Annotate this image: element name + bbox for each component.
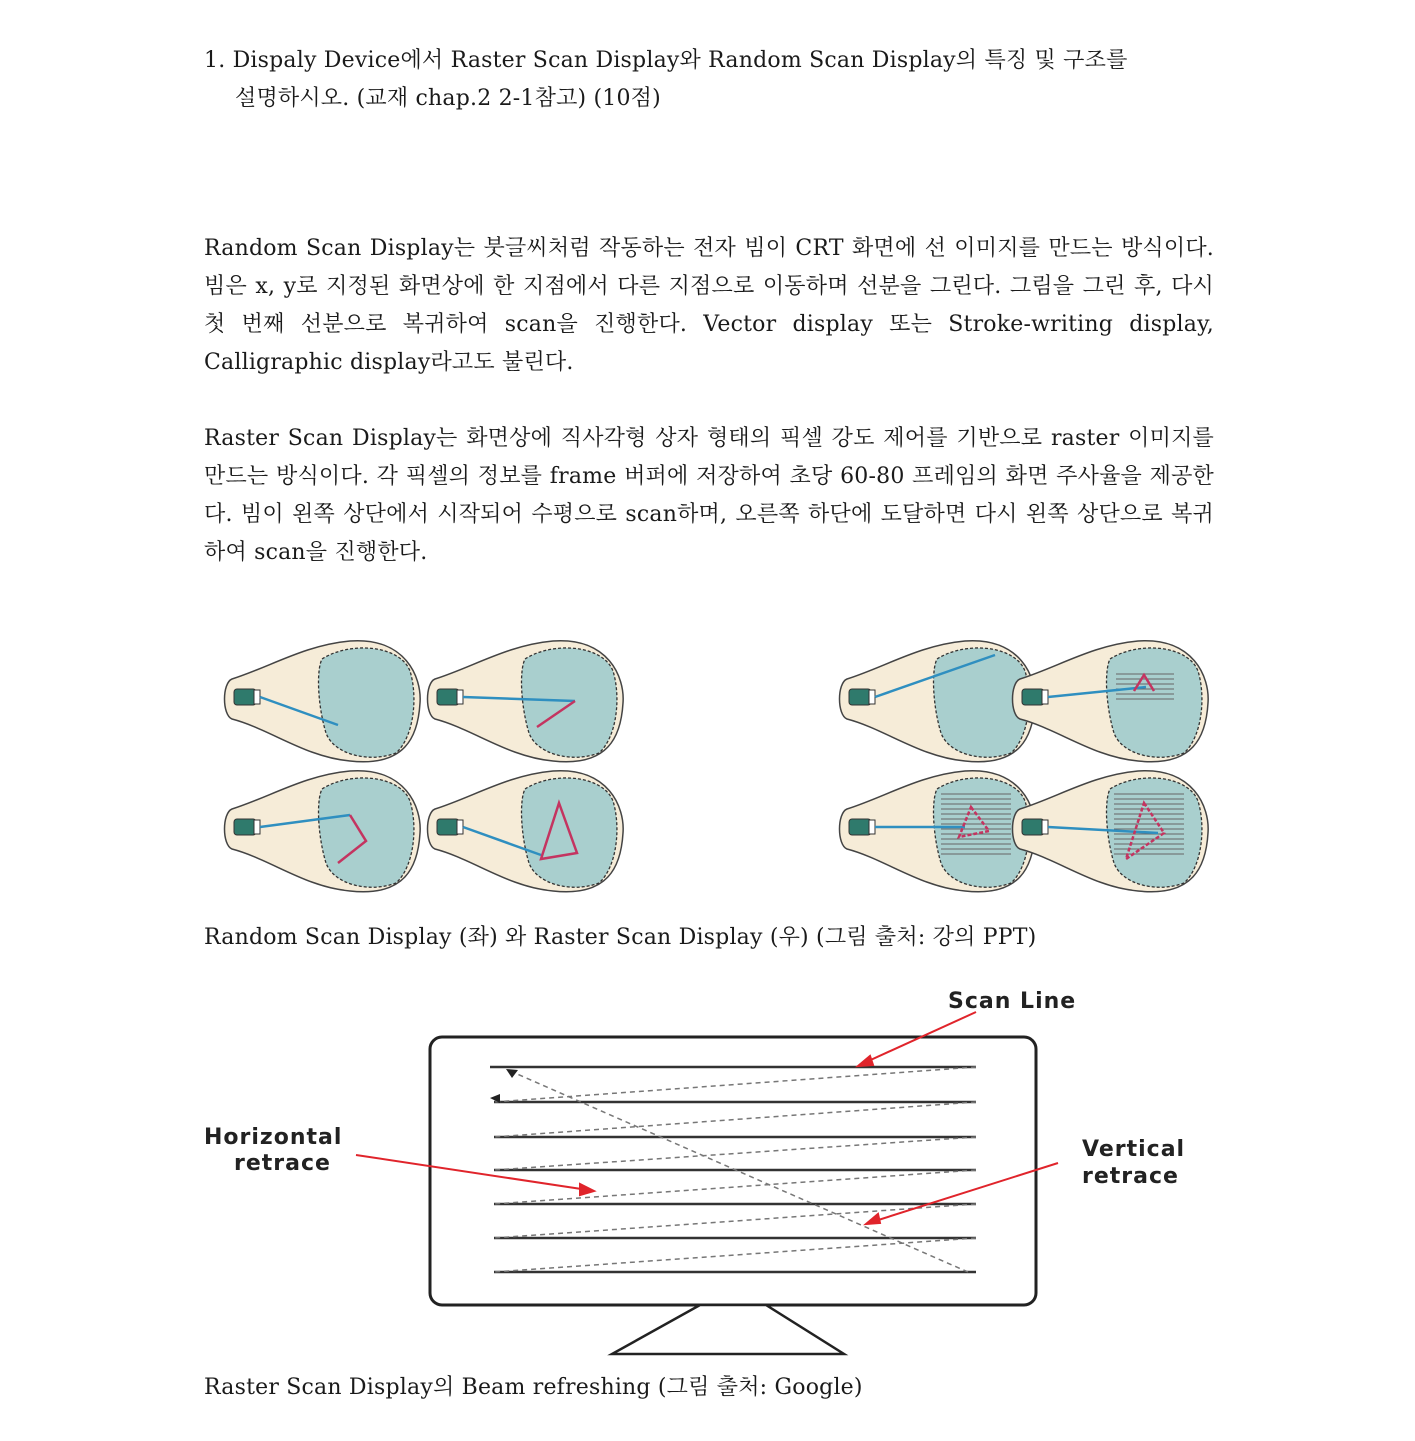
- scan-line-label: Scan Line: [948, 989, 1077, 1014]
- raster-scan-figure: [840, 641, 1209, 892]
- beam-refresh-diagram: [204, 989, 1185, 1354]
- random-crt-4: [428, 771, 624, 892]
- raster-scan-paragraph: Raster Scan Display는 화면상에 직사각형 상자 형태의 픽셀 강도 제어를 기반으로 raster 이미지를 만드는 방식이다. 각 픽셀의 정보를 frame 버퍼에 저장하여 초당 60-80 프레임의 화면 주사율을 제공한다. 빔이 왼쪽 상단에서 시작되어 수평으로 scan하며, 오른쪽 하단에 도달하면 다시 왼쪽 상단으로 복귀하여 scan을 진행한다.: [204, 426, 1214, 565]
- vertical-retrace-label-2: retrace: [1082, 1164, 1179, 1189]
- figure-2-caption: Raster Scan Display의 Beam refreshing (그림 출처: Google): [204, 1375, 863, 1400]
- question-line-1: 1. Dispaly Device에서 Raster Scan Display와 Random Scan Display의 특징 및 구조를: [204, 48, 1128, 73]
- vertical-retrace-label-1: Vertical: [1082, 1137, 1186, 1162]
- figure-1-caption: Random Scan Display (좌) 와 Raster Scan Display (우) (그림 출처: 강의 PPT): [204, 925, 1037, 950]
- raster-crt-2: [1013, 641, 1209, 762]
- horizontal-retrace-label-1: Horizontal: [204, 1125, 343, 1150]
- random-crt-2: [428, 641, 624, 762]
- monitor-stand: [612, 1305, 844, 1354]
- raster-crt-4: [1013, 771, 1209, 892]
- question-line-2: 설명하시오. (교재 chap.2 2-1참고) (10점): [235, 86, 661, 111]
- horizontal-retrace-label-2: retrace: [234, 1151, 331, 1176]
- raster-crt-3: [840, 771, 1036, 892]
- raster-crt-1: [840, 641, 1036, 762]
- random-scan-paragraph: Random Scan Display는 붓글씨처럼 작동하는 전자 빔이 CRT 화면에 선 이미지를 만드는 방식이다. 빔은 x, y로 지정된 화면상에 한 지점에서 다른 지점으로 이동하며 선분을 그린다. 그림을 그린 후, 다시 첫 번째 선분으로 복귀하여 scan을 진행한다. Vector display 또는 Stroke-writing display, Calligraphic display라고도 불린다.: [204, 236, 1214, 375]
- random-scan-figure: [225, 641, 624, 892]
- random-crt-3: [225, 771, 421, 892]
- random-crt-1: [225, 641, 421, 762]
